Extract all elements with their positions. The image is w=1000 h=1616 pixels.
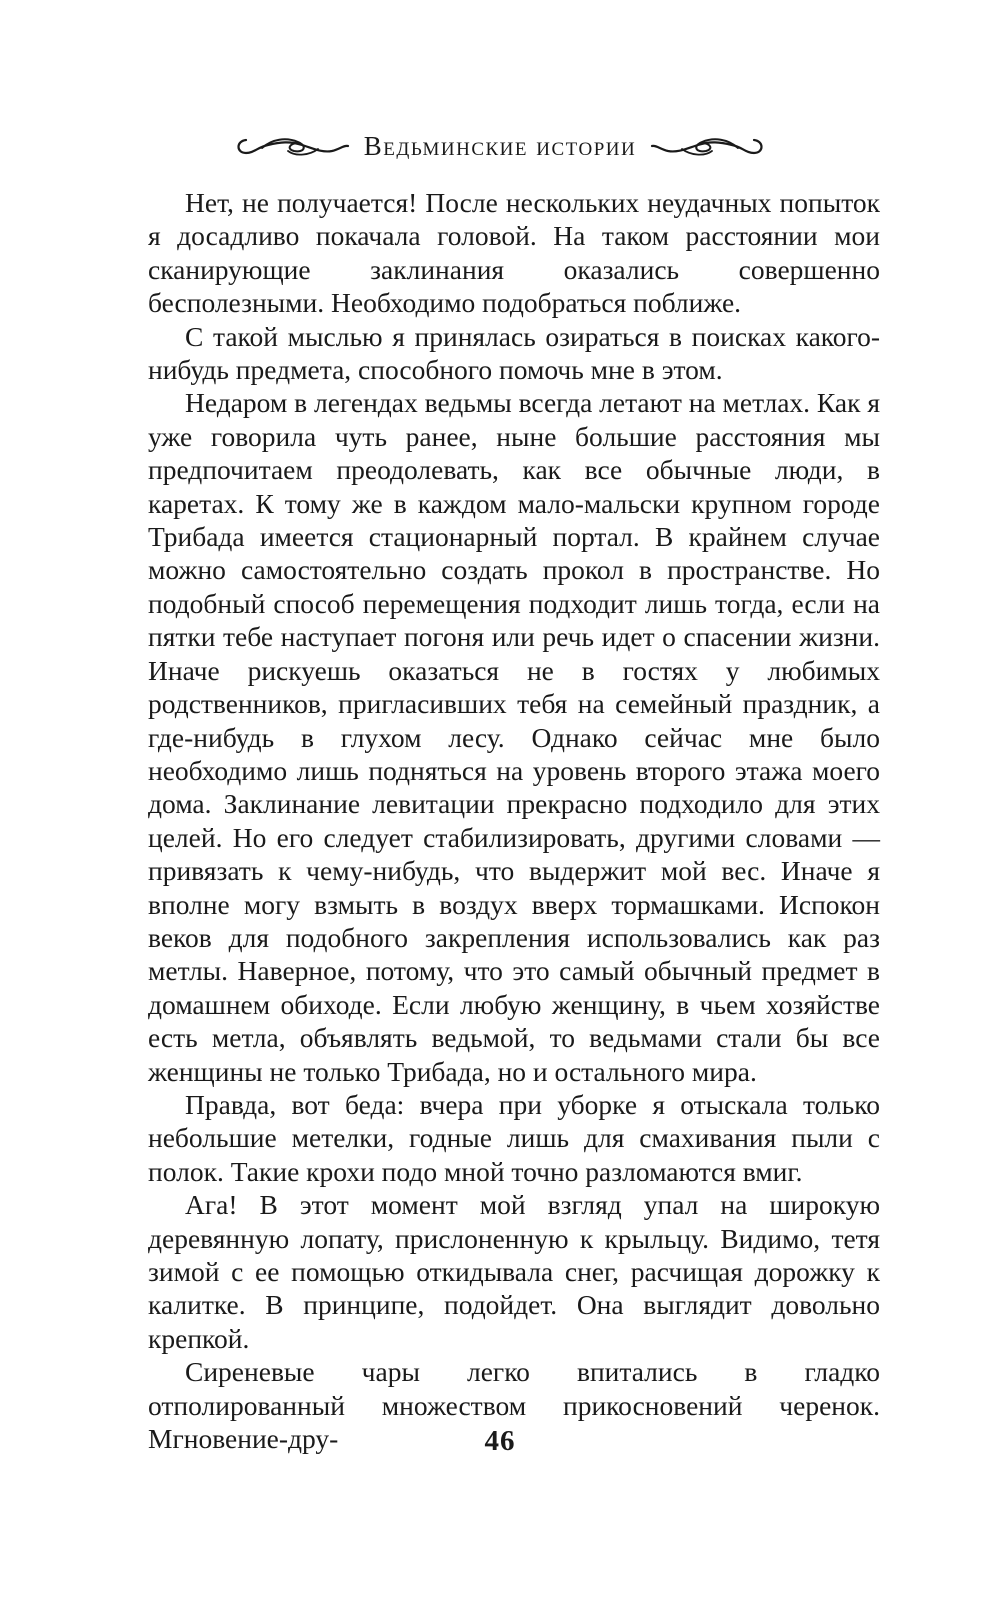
flourish-ornament-right-icon (650, 131, 768, 161)
paragraph-2: С такой мыслью я принялась озираться в поисках какого-нибудь предмета, способного помочь мне в этом. (148, 320, 880, 386)
page-number: 46 (484, 1425, 516, 1457)
running-title: Ведьминские истории (363, 130, 637, 161)
running-head (0, 126, 1000, 166)
text-body (148, 186, 880, 1455)
paragraph-4: Правда, вот беда: вчера при уборке я отыскала только небольшие метелки, годные лишь для смахивания пыли с полок. Такие крохи подо мной точно разломаются вмиг. (148, 1088, 880, 1187)
paragraph-3: Недаром в легендах ведьмы всегда летают на метлах. Как я уже говорила чуть ранее, ныне большие расстояния мы предпочитаем преодолевать, как все обычные люди, в каретах. К тому же в каждом мало-мальски крупном городе Трибада имеется стационарный портал. В крайнем случае можно самостоятельно создать прокол в пространстве. Но подобный способ перемещения подходит лишь тогда, если на пятки тебе наступает погоня или речь идет о спасении жизни. Иначе рискуешь оказаться не в гостях у любимых родственников, пригласивших тебя на семейный праздник, а где-нибудь в глухом лесу. Однако сейчас мне было необходимо лишь подняться на уровень второго этажа моего дома. Заклинание левитации прекрасно подходило для этих целей. Но его следует стабилизировать, другими словами — привязать к чему-нибудь, что выдержит мой вес. Иначе я вполне могу взмыть в воздух вверх тормашками. Испокон веков для подобного закрепления использовались как раз метлы. Наверное, потому, что это самый обычный предмет в домашнем обиходе. Если любую женщину, в чьем хозяйстве есть метла, объявлять ведьмой, то ведьмами стали бы все женщины не только Трибада, но и остального мира. (148, 387, 880, 1087)
paragraph-1: Нет, не получается! После нескольких неудачных попыток я досадливо покачала головой. На таком расстоянии мои сканирующие заклинания оказались совершенно бесполезными. Необходимо подобраться поближе. (148, 187, 880, 319)
paragraph-5: Ага! В этот момент мой взгляд упал на широкую деревянную лопату, прислоненную к крыльцу. Видимо, тетя зимой с ее помощью откидывала снег, расчищая дорожку к калитке. В принципе, подойдет. Она выглядит довольно крепкой. (148, 1189, 880, 1354)
flourish-ornament-left-icon (232, 131, 350, 161)
paragraph-6: Сиреневые чары легко впитались в гладко отполированный множеством прикосновений черенок. Мгновение-дру- (148, 1356, 880, 1455)
